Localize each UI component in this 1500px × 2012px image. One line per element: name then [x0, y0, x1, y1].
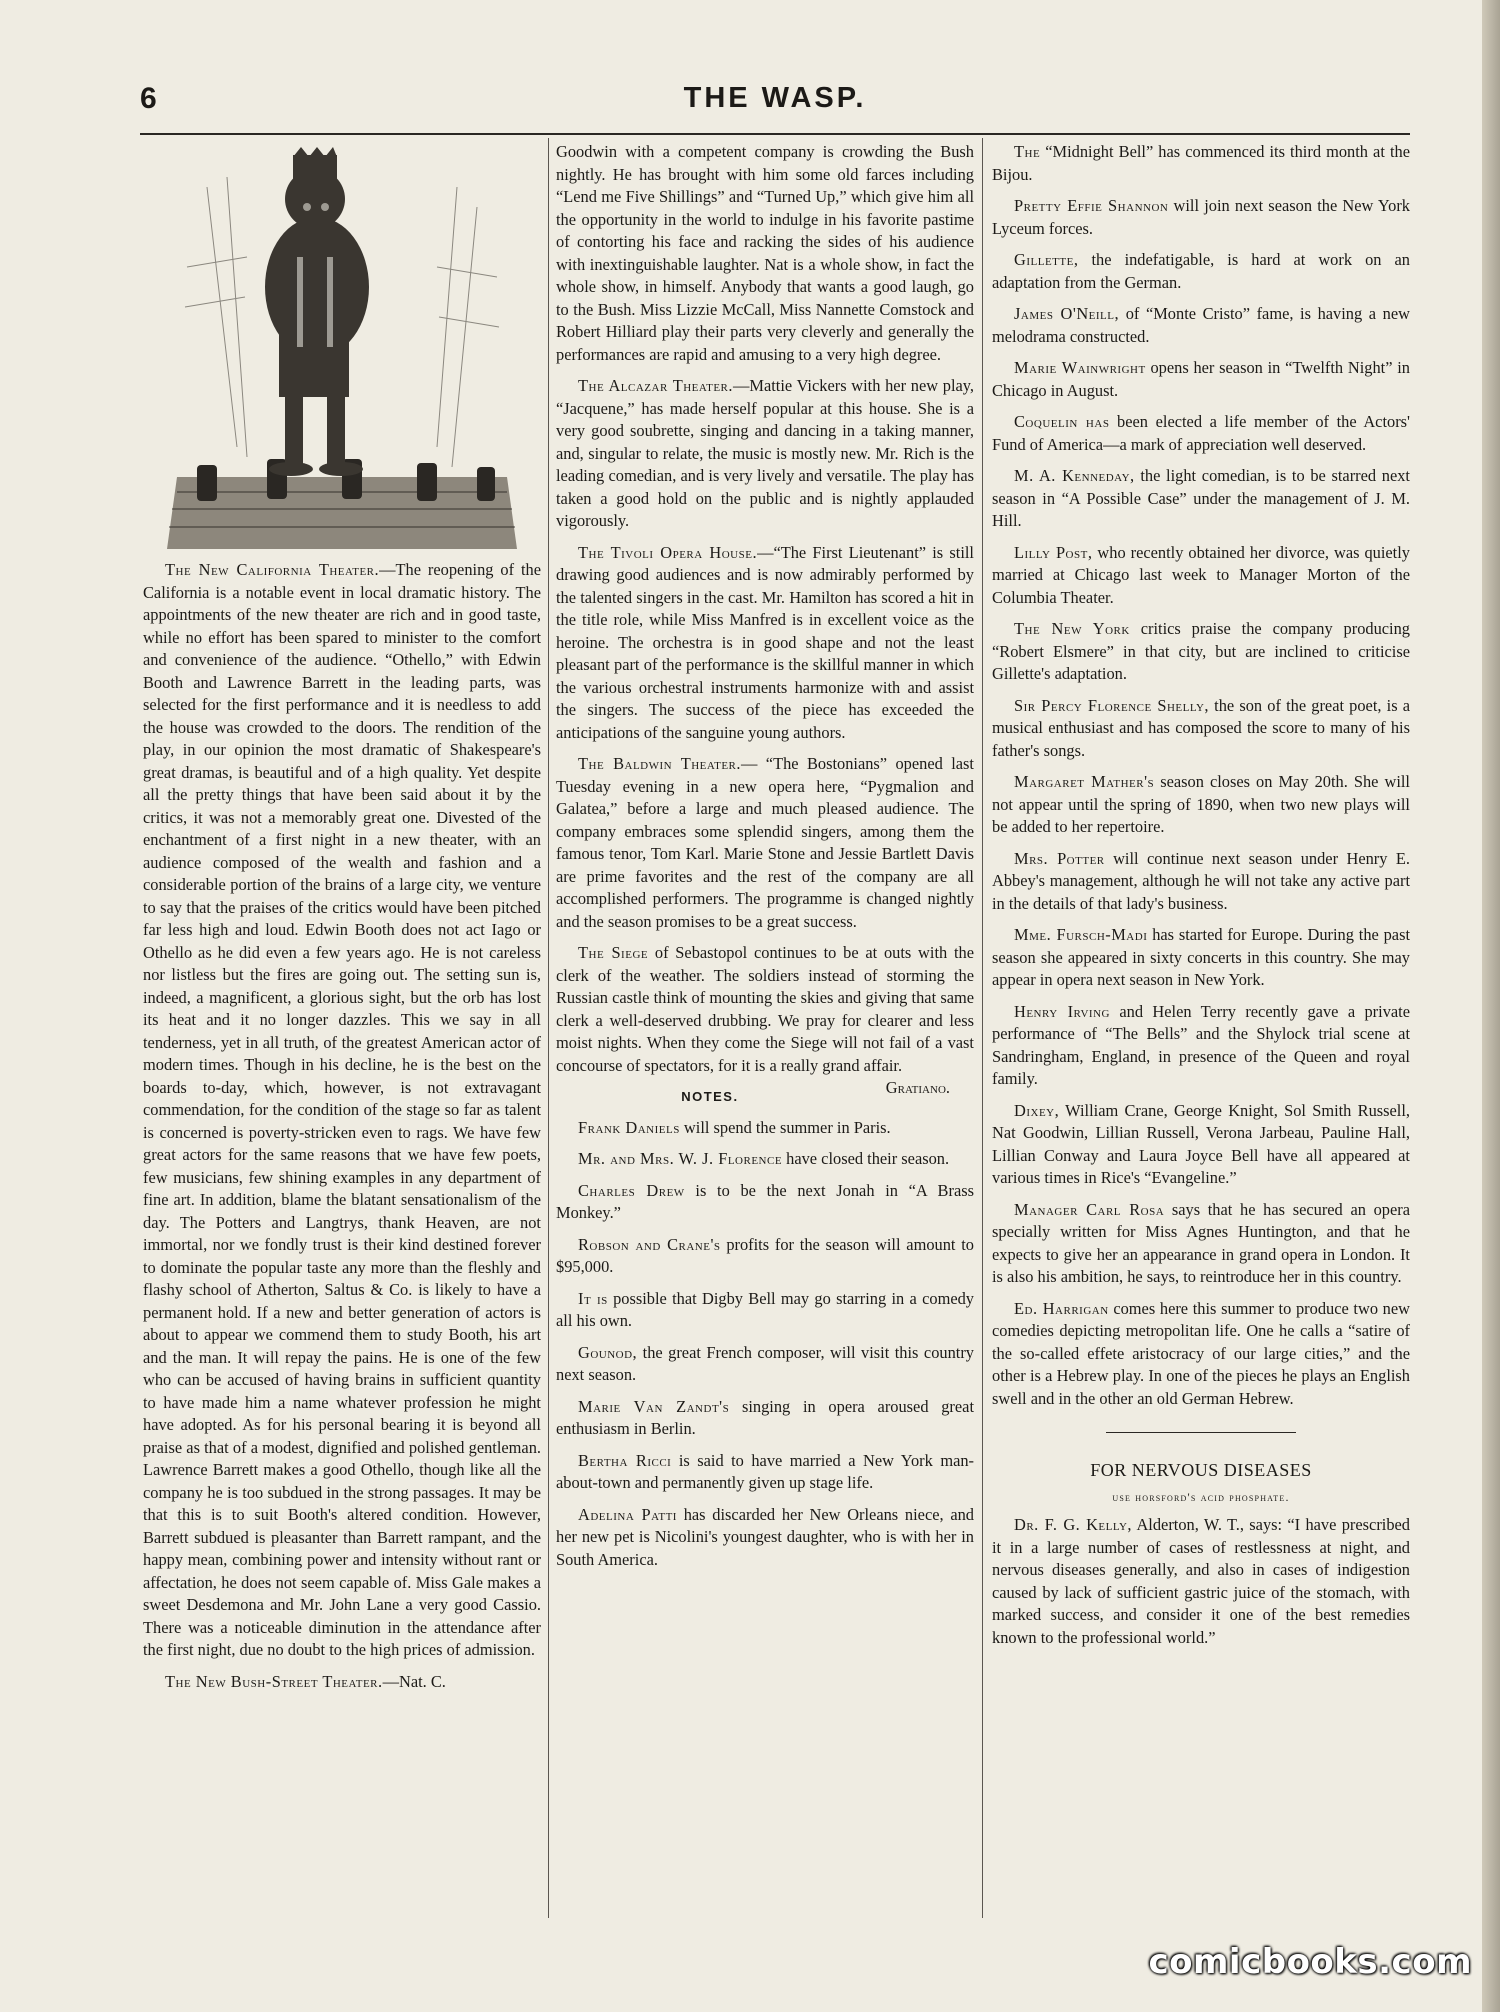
note-item: Mrs. Potter will continue next season under Henry E. Abbey's management, although he will not take any active part in the details of that lady's business. — [992, 848, 1410, 913]
note-item: Dixey, William Crane, George Knight, Sol Smith Russell, Nat Goodwin, Lillian Russell, Verona Jarbeau, Pauline Hall, Lillian Conway and Laura Joyce Bell have all appeared at various times in Rice's “Evangeline.” — [992, 1100, 1410, 1187]
article-lead-california: The New California Theater. — [165, 560, 380, 579]
column-rule-1 — [548, 138, 549, 1918]
article-body-bush-start: —Nat. C. — [382, 1671, 446, 1691]
advert-heading: FOR NERVOUS DISEASES — [1090, 1460, 1312, 1480]
note-item: Sir Percy Florence Shelly, the son of the great poet, is a musical enthusiast and has composed the score to many of his father's songs. — [992, 695, 1410, 760]
note-item: The “Midnight Bell” has commenced its third month at the Bijou. — [992, 142, 1410, 184]
note-item: James O'Neill, of “Monte Cristo” fame, is having a new melodrama constructed. — [992, 304, 1410, 346]
column-2 — [556, 141, 974, 1923]
advert-divider — [1106, 1432, 1296, 1433]
note-item: Bertha Ricci is said to have married a New York man-about-town and permanently given up stage life. — [556, 1450, 974, 1492]
note-item: Gounod, the great French composer, will visit this country next season. — [556, 1342, 974, 1384]
page-edge-shadow — [1482, 0, 1500, 2012]
article-body-baldwin: — “The Bostonians” opened last Tuesday evening in a new opera here, “Pygmalion and Galatea,” before a large and much pleased audience. The company embraces some splendid singers, among them the famous tenor, Tom Karl. Marie Stone and Jessie Bartlett Davis are prime favorites and the rest of the company are all accomplished performers. The programme is changed nightly and the season promises to be a great success. — [556, 754, 974, 931]
article-body-alcazar: —Mattie Vickers with her new play, “Jacquene,” has made herself popular at this house. She is a very good soubrette, singing and dancing in a taking manner, and, singular to relate, the music is mostly new. Mr. Rich is the leading comedian, and is very lively and versatile. The play has taken a good hold on the public and is nightly applauded vigorously. — [556, 376, 974, 530]
column-1 — [143, 141, 541, 1923]
note-item: Gillette, the indefatigable, is hard at work on an adaptation from the German. — [992, 250, 1410, 292]
column-rule-2 — [982, 138, 983, 1918]
page-header — [140, 82, 1410, 122]
notes-heading: NOTES. — [681, 1089, 739, 1104]
note-item: M. A. Kenneday, the light comedian, is to be starred next season in “A Possible Case” under the management of J. M. Hill. — [992, 466, 1410, 530]
crowned-figure-engraving-icon — [167, 147, 517, 549]
note-item: Manager Carl Rosa says that he has secured an opera specially written for Miss Agnes Huntington, and that he expects to give her an appearance in grand opera in London. It is also his ambition, he says, to reintroduce her in this country. — [992, 1199, 1410, 1286]
article-lead-baldwin: The Baldwin Theater. — [578, 754, 741, 773]
article-lead-siege: The Siege — [578, 943, 649, 962]
article-body-siege: of Sebastopol continues to be at outs with the clerk of the weather. The soldiers instead of storming the Russian castle think of mounting the skies and giving that same clerk a well-deserved drubbing. We pray for clearer and less moist nights. When they come the Siege will not fail of a vast concourse of spectators, for it is a really grand affair. — [556, 943, 974, 1075]
advert-body: Dr. F. G. Kelly, Alderton, W. T., says: “I have prescribed it in a large number of cases of restlessness at night, and nervous diseases generally, and also in cases of indigestion caused by lack of sufficient gastric juice of the stomach, with marked success, and consider it one of the best remedies known to the professional world.” — [992, 1515, 1410, 1647]
note-item: Adelina Patti has discarded her New Orleans niece, and her new pet is Nicolini's youngest daughter, who is with her in South America. — [556, 1504, 974, 1569]
note-item: Ed. Harrigan comes here this summer to produce two new comedies depicting metropolitan life. One he calls a “satire of the so-called effete aristocracy of our large cities,” and the other is a Hebrew play. In one of the pieces he plays an English swell and in the other an old German Hebrew. — [992, 1298, 1410, 1408]
article-body-california: —The reopening of the California is a notable event in local dramatic history. The appointments of the new theater are rich and in good taste, while no effort has been spared to minister to the comfort and convenience of the audience. “Othello,” with Edwin Booth and Lawrence Barrett in the leading parts, was selected for the first performance and it is needless to add the house was crowded to the doors. The rendition of the play, in our opinion the most dramatic of Shakespeare's great dramas, is beautiful and of a high quality. Yet despite all the pretty things that have been said about it by the critics, it was not a memorably great one. Divested of the enchantment of a first night in a new theater, with an audience composed of the wealth and fashion and a considerable portion of the brains of a large city, we venture to say that the praises of the critics would have been pitched far less high and loud. Edwin Booth does not act Iago or Othello as he did even a few years ago. He is not careless nor listless but the fires are going out. The setting sun is, indeed, a magnificent, a glorious sight, but the orb has lost its heat and it no longer dazzles. This we say in all tenderness, yet in all truth, of the greatest American actor of modern times. Though in his decline, he is the best on the boards to-day, which, however, is not extravagant commendation, for the condition of the stage so far as talent is concerned is poverty-stricken even to rags. We have few great actors for the same reasons that we have few poets, few musicians, few shining examples in any department of fine art. In addition, blame the blatant sensationalism of the day. The Potters and Langtrys, thank Heaven, are not immortal, nor we fondly trust is their kind destined forever to dominate the popular taste any more than the fleshly and flashy school of Atherton, Saltus & Co. is likely to have a permanent hold. If a new and better generation of actors is about to appear we commend them to study Booth, his art and the man. It will repay the pains. He is one of the few who can be accused of having brains in sufficient quantity to have made him a name whatever profession he might have adopted. As for his personal bearing it is beyond all praise as that of a modest, dignified and polished gentleman. Lawrence Barrett makes a good Othello, though like all the company he is too subdued in the strong passages. It may be that this is to suit Booth's altered condition. However, Barrett subdued is pleasanter than Barrett rampant, and the happy mean, combining power and intensity without rant or affectation, he does not seem capable of. Miss Gale makes a sweet Desdemona and Mr. John Lane a very good Cassio. There was a noticeable diminution in the attendance after the first night, due no doubt to the high prices of admission. — [143, 560, 541, 1659]
article-body-tivoli: —“The First Lieutenant” is still drawing good audiences and is now admirably performed by the talented singers in the cast. Mr. Hamilton has scored a hit in the title role, while Miss Manfred is in excellent voice as the heroine. The orchestra is in good shape and not the least pleasant part of the performance is the skillful manner in which the various orchestral instruments harmonize with and assist the singers. The success of the piece has exceeded the anticipations of the sanguine young authors. — [556, 542, 974, 742]
article-lead-bush: The New Bush-Street Theater. — [165, 1671, 383, 1691]
note-item: Pretty Effie Shannon will join next season the New York Lyceum forces. — [992, 196, 1410, 238]
article-body-bush-cont: Goodwin with a competent company is crowding the Bush nightly. He has brought with him some old farces including “Lend me Five Shillings” and “Turned Up,” which give him all the opportunity in the world to indulge in his favorite pastime of contorting his face and racking the sides of his audience with inextinguishable laughter. Nat is a whole show, in fact the whole show, in himself. Anybody that wants a good laugh, go to the Bush. Miss Lizzie McCall, Miss Nannette Comstock and Robert Hilliard play their parts very cleverly and generally the performances are rapid and amusing to a very high degree. — [556, 142, 974, 364]
note-item: Mme. Fursch-Madi has started for Europe. During the past season she appeared in sixty concerts in this country. She may appear in opera next season in New York. — [992, 925, 1410, 989]
author-signature: Gratiano. — [885, 1078, 950, 1097]
header-rule — [140, 133, 1410, 135]
note-item: Mr. and Mrs. W. J. Florence have closed their season. — [578, 1149, 950, 1168]
note-item: Henry Irving and Helen Terry recently gave a private performance of “The Bells” and the Shylock trial scene at Sandringham, England, in presence of the Queen and royal family. — [992, 1001, 1410, 1088]
note-item: Marie Wainwright opens her season in “Twelfth Night” in Chicago in August. — [992, 358, 1410, 400]
note-item: Lilly Post, who recently obtained her divorce, was quietly married at Chicago last week to Manager Morton of the Columbia Theater. — [992, 542, 1410, 607]
note-item: Coquelin has been elected a life member of the Actors' Fund of America—a mark of appreciation well deserved. — [992, 412, 1410, 454]
page-number: 6 — [140, 82, 157, 115]
site-watermark: comicbooks.com — [1148, 1942, 1472, 1982]
masthead-title: THE WASP. — [683, 82, 867, 114]
article-lead-alcazar: The Alcazar Theater. — [578, 376, 733, 395]
article-lead-tivoli: The Tivoli Opera House. — [578, 542, 758, 562]
note-item: Marie Van Zandt's singing in opera aroused great enthusiasm in Berlin. — [556, 1396, 974, 1438]
note-item: Margaret Mather's season closes on May 20th. She will not appear until the spring of 1890, when two new plays will be added to her repertoire. — [992, 772, 1410, 836]
note-item: Frank Daniels will spend the summer in Paris. — [578, 1117, 891, 1137]
note-item: Robson and Crane's profits for the season will amount to $95,000. — [556, 1234, 974, 1276]
advert-subheading: use horsford's acid phosphate. — [1112, 1489, 1290, 1504]
note-item: Charles Drew is to be the next Jonah in “A Brass Monkey.” — [556, 1180, 974, 1222]
note-item: It is possible that Digby Bell may go starring in a comedy all his own. — [556, 1288, 974, 1330]
column-3 — [992, 141, 1410, 1923]
note-item: The New York critics praise the company producing “Robert Elsmere” in that city, but are inclined to criticise Gillette's adaptation. — [992, 619, 1410, 683]
